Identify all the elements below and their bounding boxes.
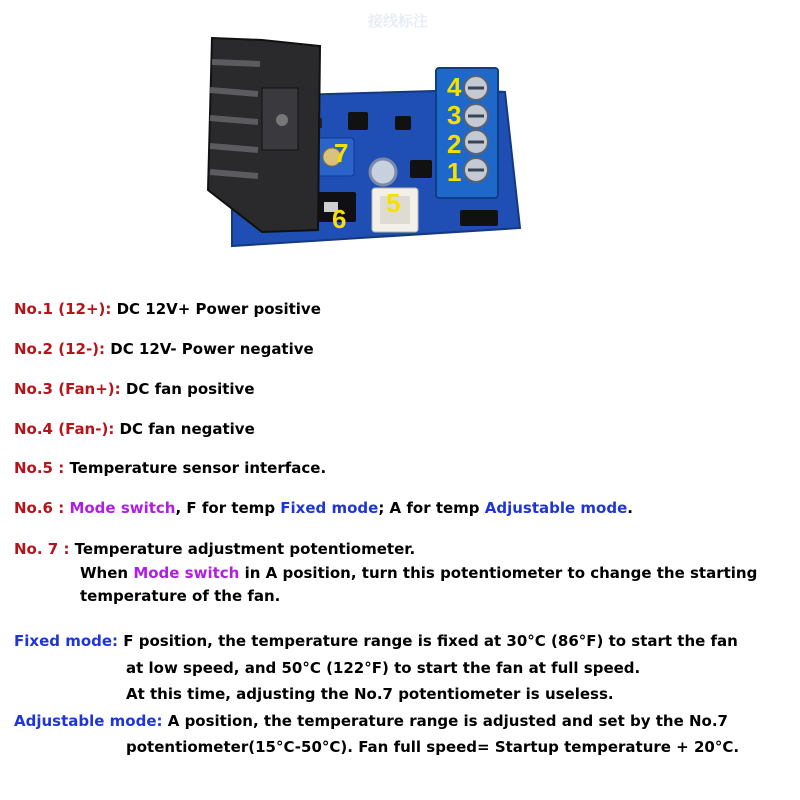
mode-switch-term: Mode switch (69, 499, 176, 517)
item-text: DC 12V- Power negative (105, 340, 314, 358)
item-text: At this time, adjusting the No.7 potentiometer is useless. (126, 685, 614, 703)
watermark-text: 接线标注 (368, 12, 429, 30)
label-5: 5 (386, 188, 401, 218)
item-text: When (80, 564, 134, 582)
item-no7-line2 (80, 564, 757, 582)
item-key: No.2 (12-): (14, 340, 106, 358)
fixed-mode-line2 (126, 659, 640, 677)
chip (348, 112, 368, 130)
fixed-mode-desc (14, 632, 738, 650)
adjustable-mode-term: Adjustable mode (484, 499, 628, 517)
item-text: . (627, 499, 633, 517)
item-text: potentiometer(15°C-50°C). Fan full speed= Startup temperature + 20°C. (126, 738, 740, 756)
item-no6 (14, 499, 633, 517)
item-text: Temperature adjustment potentiometer. (69, 540, 416, 558)
mode-switch-term: Mode switch (133, 564, 240, 582)
item-key: No.3 (Fan+): (14, 380, 121, 398)
item-no7-line3 (80, 587, 280, 605)
item-text: temperature of the fan. (80, 587, 281, 605)
label-7: 7 (334, 138, 349, 168)
item-key: No.4 (Fan-): (14, 420, 115, 438)
item-text: Temperature sensor interface. (64, 459, 327, 477)
adjustable-mode-key: Adjustable mode: (14, 712, 163, 730)
item-key: No. 7 : (14, 540, 70, 558)
item-no1 (14, 300, 321, 318)
item-no4 (14, 420, 255, 438)
item-text: F position, the temperature range is fixed at 30°C (86°F) to start the fan (118, 632, 738, 650)
item-no3 (14, 380, 255, 398)
product-photo (0, 0, 800, 270)
chip (410, 160, 432, 178)
item-key: No.6 : (14, 499, 65, 517)
chip (395, 116, 411, 130)
item-text: A position, the temperature range is adjusted and set by the No.7 (162, 712, 728, 730)
item-no5 (14, 459, 326, 477)
label-1: 1 (447, 157, 462, 187)
adjustable-mode-desc (14, 712, 728, 730)
label-2: 2 (447, 129, 462, 159)
fixed-mode-term: Fixed mode (280, 499, 379, 517)
mounting-hole (370, 159, 396, 185)
item-text: ; A for temp (378, 499, 485, 517)
item-key: No.1 (12+): (14, 300, 112, 318)
fixed-mode-key: Fixed mode: (14, 632, 119, 650)
chip (460, 210, 498, 226)
item-text: DC 12V+ Power positive (111, 300, 321, 318)
adjustable-mode-line2 (126, 738, 739, 756)
fixed-mode-line3 (126, 685, 614, 703)
item-key: No.5 : (14, 459, 65, 477)
item-no2 (14, 340, 314, 358)
item-text: DC fan positive (120, 380, 255, 398)
item-text: , F for temp (175, 499, 281, 517)
label-3: 3 (447, 100, 462, 130)
item-no7 (14, 540, 415, 558)
label-4: 4 (447, 72, 462, 102)
item-text: in A position, turn this potentiometer to change the starting (239, 564, 758, 582)
item-text: DC fan negative (114, 420, 255, 438)
item-text: at low speed, and 50°C (122°F) to start the fan at full speed. (126, 659, 641, 677)
label-6: 6 (332, 204, 347, 234)
